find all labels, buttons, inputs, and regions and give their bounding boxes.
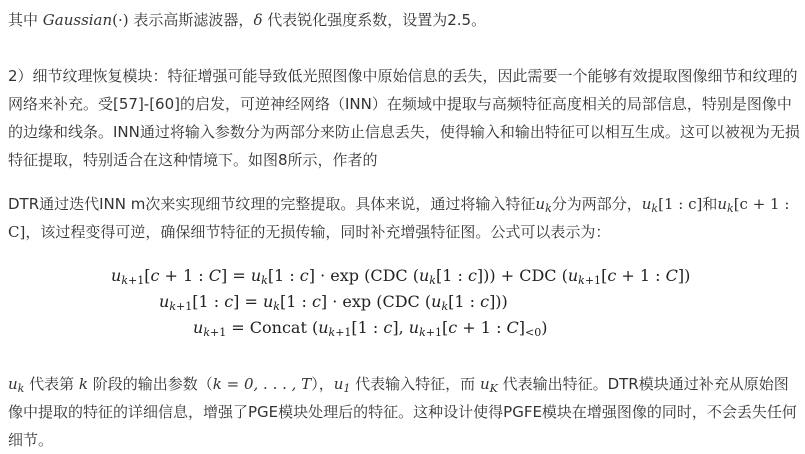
text: 代表输入特征，而 xyxy=(350,375,480,393)
text: ，该过程变得可逆，确保细节特征的无损传输，同时补充增强特征图。公式可以表示为： xyxy=(25,223,611,241)
equation-1: $u_{k+1}[c + 1$ : $C] = u_k[1$ : c] · exp (CDC ($u_k[1$ : c])) + CDC ($u_{k+1}[c + 1$ : C]) xyxy=(111,266,691,287)
math-uk-1c: $u_k$ xyxy=(641,195,659,215)
math-k: k xyxy=(78,375,88,393)
math-paren: (·) xyxy=(112,11,129,29)
text: 代表锐化强度系数，设置为2.5。 xyxy=(262,11,487,29)
text: 表示高斯滤波器， xyxy=(128,11,254,29)
math-k-range: k = 0, . . . , T xyxy=(212,375,312,393)
text: DTR通过迭代INN m次来实现细节纹理的完整提取。具体来说，通过将输入特征 xyxy=(8,195,536,213)
equation-2: $u_{k+1}[1$ : $c] = u_k[1$ : c] · exp (CDC ($u_k[1$ : c])) xyxy=(159,292,508,313)
math-range: [1 : c] xyxy=(658,195,703,213)
math-u1: $u_1$ xyxy=(333,375,351,395)
paragraph-uk-description xyxy=(8,370,800,454)
math-delta: δ xyxy=(253,11,263,29)
math-uk: $u_k$ xyxy=(8,375,25,395)
text: 阶段的输出参数（ xyxy=(87,375,213,393)
text: 代表第 xyxy=(24,375,79,393)
text: 其中 xyxy=(8,11,43,29)
paragraph-gaussian xyxy=(8,6,800,34)
text: 代表输出特征。DTR模块通过补充从原始图像中提取的特征的详细信息，增强了PGE模块处理后的特征。这种设计使得PGFE模块在增强图像的同时，不会丢失任何细节。 xyxy=(8,375,797,449)
math-uk: $u_k$ xyxy=(535,195,552,215)
math-uk-c1C: $u_k$ xyxy=(717,195,734,215)
text: ）， xyxy=(311,375,334,393)
math-gaussian: Gaussian xyxy=(42,11,113,29)
text: 分为两部分， xyxy=(551,195,642,213)
text: 和 xyxy=(702,195,718,213)
math-range: [c + 1 : C] xyxy=(8,195,790,241)
paragraph-detail-texture: 2）细节纹理恢复模块：特征增强可能导致低光照图像中原始信息的丢失，因此需要一个能够有效提取图像细节和纹理的网络来补充。受[57]-[60]的启发，可逆神经网络（INN）在频域中提取与高频特征高度相关的局部信息，特别是图像中的边缘和线条。INN通过将输入参数分为两部分来防止信息丢失，使得输入和输出特征可以相互生成。这可以被视为无损特征提取，特别适合在这种情境下。如图8所示，作者的 xyxy=(8,67,800,169)
equation-3: $u_{k+1}$ = Concat ($u_{k+1}[1$ : c], $u_{k+1}[c + 1$ : $C]_{<0}$) xyxy=(193,318,548,339)
paragraph-dtr xyxy=(8,190,800,246)
math-uK: $u_K$ xyxy=(479,375,498,395)
